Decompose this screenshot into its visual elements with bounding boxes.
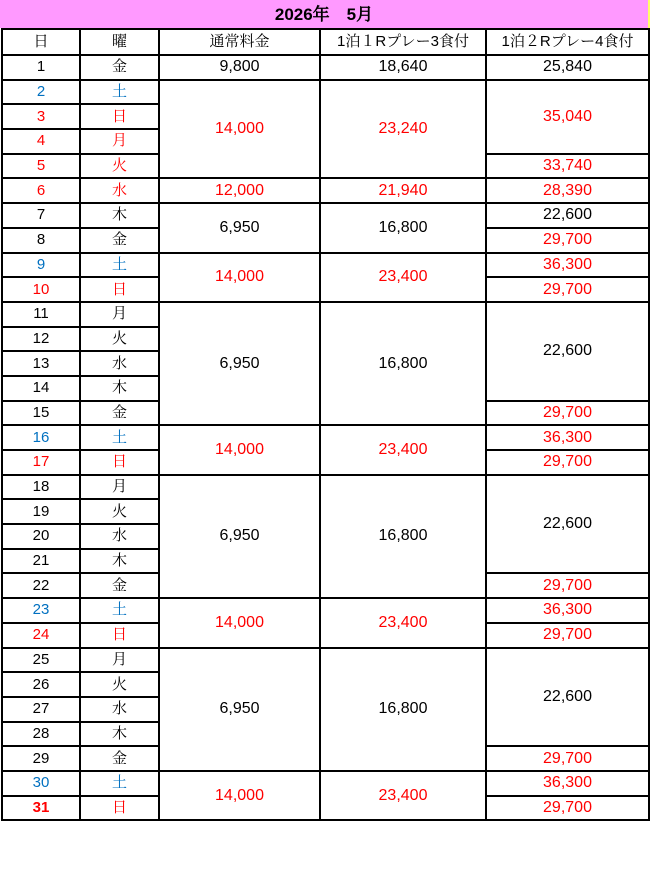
weekday-cell: 土 (80, 598, 159, 623)
weekday-cell: 土 (80, 253, 159, 278)
normal-rate-cell: 6,950 (159, 648, 320, 771)
weekday-cell: 火 (80, 154, 159, 179)
plan-2r-cell: 22,600 (486, 475, 649, 574)
day-cell: 17 (2, 450, 80, 475)
weekday-cell: 土 (80, 771, 159, 796)
day-cell: 15 (2, 401, 80, 426)
header-day: 日 (2, 29, 80, 55)
day-cell: 27 (2, 697, 80, 722)
day-cell: 20 (2, 524, 80, 549)
plan-1r-cell: 16,800 (320, 302, 486, 425)
table-row (2, 475, 649, 500)
weekday-cell: 火 (80, 499, 159, 524)
weekday-cell: 日 (80, 104, 159, 129)
day-cell: 10 (2, 277, 80, 302)
plan-1r-cell: 16,800 (320, 475, 486, 598)
plan-2r-cell: 28,390 (486, 178, 649, 203)
plan-2r-cell: 29,700 (486, 746, 649, 771)
normal-rate-cell: 9,800 (159, 55, 320, 80)
weekday-cell: 木 (80, 203, 159, 228)
plan-2r-cell: 29,700 (486, 573, 649, 598)
normal-rate-cell: 6,950 (159, 203, 320, 252)
normal-rate-cell: 14,000 (159, 771, 320, 820)
plan-1r-cell: 23,240 (320, 80, 486, 179)
weekday-cell: 金 (80, 228, 159, 253)
plan-2r-cell: 33,740 (486, 154, 649, 179)
normal-rate-cell: 14,000 (159, 598, 320, 647)
weekday-cell: 月 (80, 302, 159, 327)
day-cell: 1 (2, 55, 80, 80)
weekday-cell: 日 (80, 450, 159, 475)
day-cell: 6 (2, 178, 80, 203)
weekday-cell: 月 (80, 475, 159, 500)
day-cell: 29 (2, 746, 80, 771)
plan-1r-cell: 23,400 (320, 253, 486, 302)
weekday-cell: 金 (80, 401, 159, 426)
weekday-cell: 土 (80, 425, 159, 450)
table-row (2, 253, 649, 278)
day-cell: 28 (2, 722, 80, 747)
weekday-cell: 月 (80, 129, 159, 154)
weekday-cell: 金 (80, 746, 159, 771)
plan-2r-cell: 35,040 (486, 80, 649, 154)
day-cell: 30 (2, 771, 80, 796)
weekday-cell: 木 (80, 549, 159, 574)
plan-2r-cell: 22,600 (486, 302, 649, 401)
day-cell: 2 (2, 80, 80, 105)
weekday-cell: 木 (80, 376, 159, 401)
table-row (2, 80, 649, 105)
weekday-cell: 火 (80, 672, 159, 697)
day-cell: 7 (2, 203, 80, 228)
plan-1r-cell: 16,800 (320, 203, 486, 252)
weekday-cell: 月 (80, 648, 159, 673)
day-cell: 14 (2, 376, 80, 401)
plan-1r-cell: 18,640 (320, 55, 486, 80)
normal-rate-cell: 6,950 (159, 302, 320, 425)
weekday-cell: 金 (80, 55, 159, 80)
day-cell: 8 (2, 228, 80, 253)
plan-1r-cell: 21,940 (320, 178, 486, 203)
weekday-cell: 水 (80, 524, 159, 549)
table-row (2, 203, 649, 228)
day-cell: 21 (2, 549, 80, 574)
table-row (2, 55, 649, 80)
header-row (2, 29, 649, 55)
day-cell: 11 (2, 302, 80, 327)
table-row (2, 771, 649, 796)
plan-2r-cell: 29,700 (486, 450, 649, 475)
day-cell: 31 (2, 796, 80, 821)
weekday-cell: 日 (80, 796, 159, 821)
rate-calendar-table (1, 28, 650, 821)
normal-rate-cell: 14,000 (159, 425, 320, 474)
table-row (2, 648, 649, 673)
weekday-cell: 木 (80, 722, 159, 747)
normal-rate-cell: 14,000 (159, 253, 320, 302)
day-cell: 5 (2, 154, 80, 179)
plan-2r-cell: 29,700 (486, 277, 649, 302)
header-plan-1r: 1泊１Rプレー3食付 (320, 29, 486, 55)
day-cell: 18 (2, 475, 80, 500)
weekday-cell: 日 (80, 277, 159, 302)
header-weekday: 曜 (80, 29, 159, 55)
plan-1r-cell: 23,400 (320, 425, 486, 474)
day-cell: 16 (2, 425, 80, 450)
weekday-cell: 土 (80, 80, 159, 105)
weekday-cell: 水 (80, 697, 159, 722)
normal-rate-cell: 14,000 (159, 80, 320, 179)
day-cell: 13 (2, 351, 80, 376)
plan-2r-cell: 29,700 (486, 623, 649, 648)
weekday-cell: 火 (80, 327, 159, 352)
day-cell: 4 (2, 129, 80, 154)
plan-2r-cell: 36,300 (486, 598, 649, 623)
plan-1r-cell: 23,400 (320, 771, 486, 820)
weekday-cell: 金 (80, 573, 159, 598)
table-row (2, 598, 649, 623)
weekday-cell: 日 (80, 623, 159, 648)
normal-rate-cell: 6,950 (159, 475, 320, 598)
day-cell: 25 (2, 648, 80, 673)
day-cell: 26 (2, 672, 80, 697)
plan-2r-cell: 29,700 (486, 796, 649, 821)
day-cell: 9 (2, 253, 80, 278)
normal-rate-cell: 12,000 (159, 178, 320, 203)
weekday-cell: 水 (80, 178, 159, 203)
weekday-cell: 水 (80, 351, 159, 376)
plan-1r-cell: 23,400 (320, 598, 486, 647)
day-cell: 19 (2, 499, 80, 524)
plan-2r-cell: 36,300 (486, 425, 649, 450)
day-cell: 22 (2, 573, 80, 598)
header-normal-rate: 通常料金 (159, 29, 320, 55)
plan-2r-cell: 36,300 (486, 771, 649, 796)
day-cell: 3 (2, 104, 80, 129)
plan-2r-cell: 29,700 (486, 401, 649, 426)
day-cell: 24 (2, 623, 80, 648)
plan-2r-cell: 25,840 (486, 55, 649, 80)
plan-2r-cell: 22,600 (486, 648, 649, 747)
plan-1r-cell: 16,800 (320, 648, 486, 771)
plan-2r-cell: 36,300 (486, 253, 649, 278)
month-title: 2026年 5月 (0, 0, 650, 28)
table-row (2, 425, 649, 450)
day-cell: 23 (2, 598, 80, 623)
table-row (2, 178, 649, 203)
day-cell: 12 (2, 327, 80, 352)
plan-2r-cell: 22,600 (486, 203, 649, 228)
plan-2r-cell: 29,700 (486, 228, 649, 253)
table-row (2, 302, 649, 327)
header-plan-2r: 1泊２Rプレー4食付 (486, 29, 649, 55)
